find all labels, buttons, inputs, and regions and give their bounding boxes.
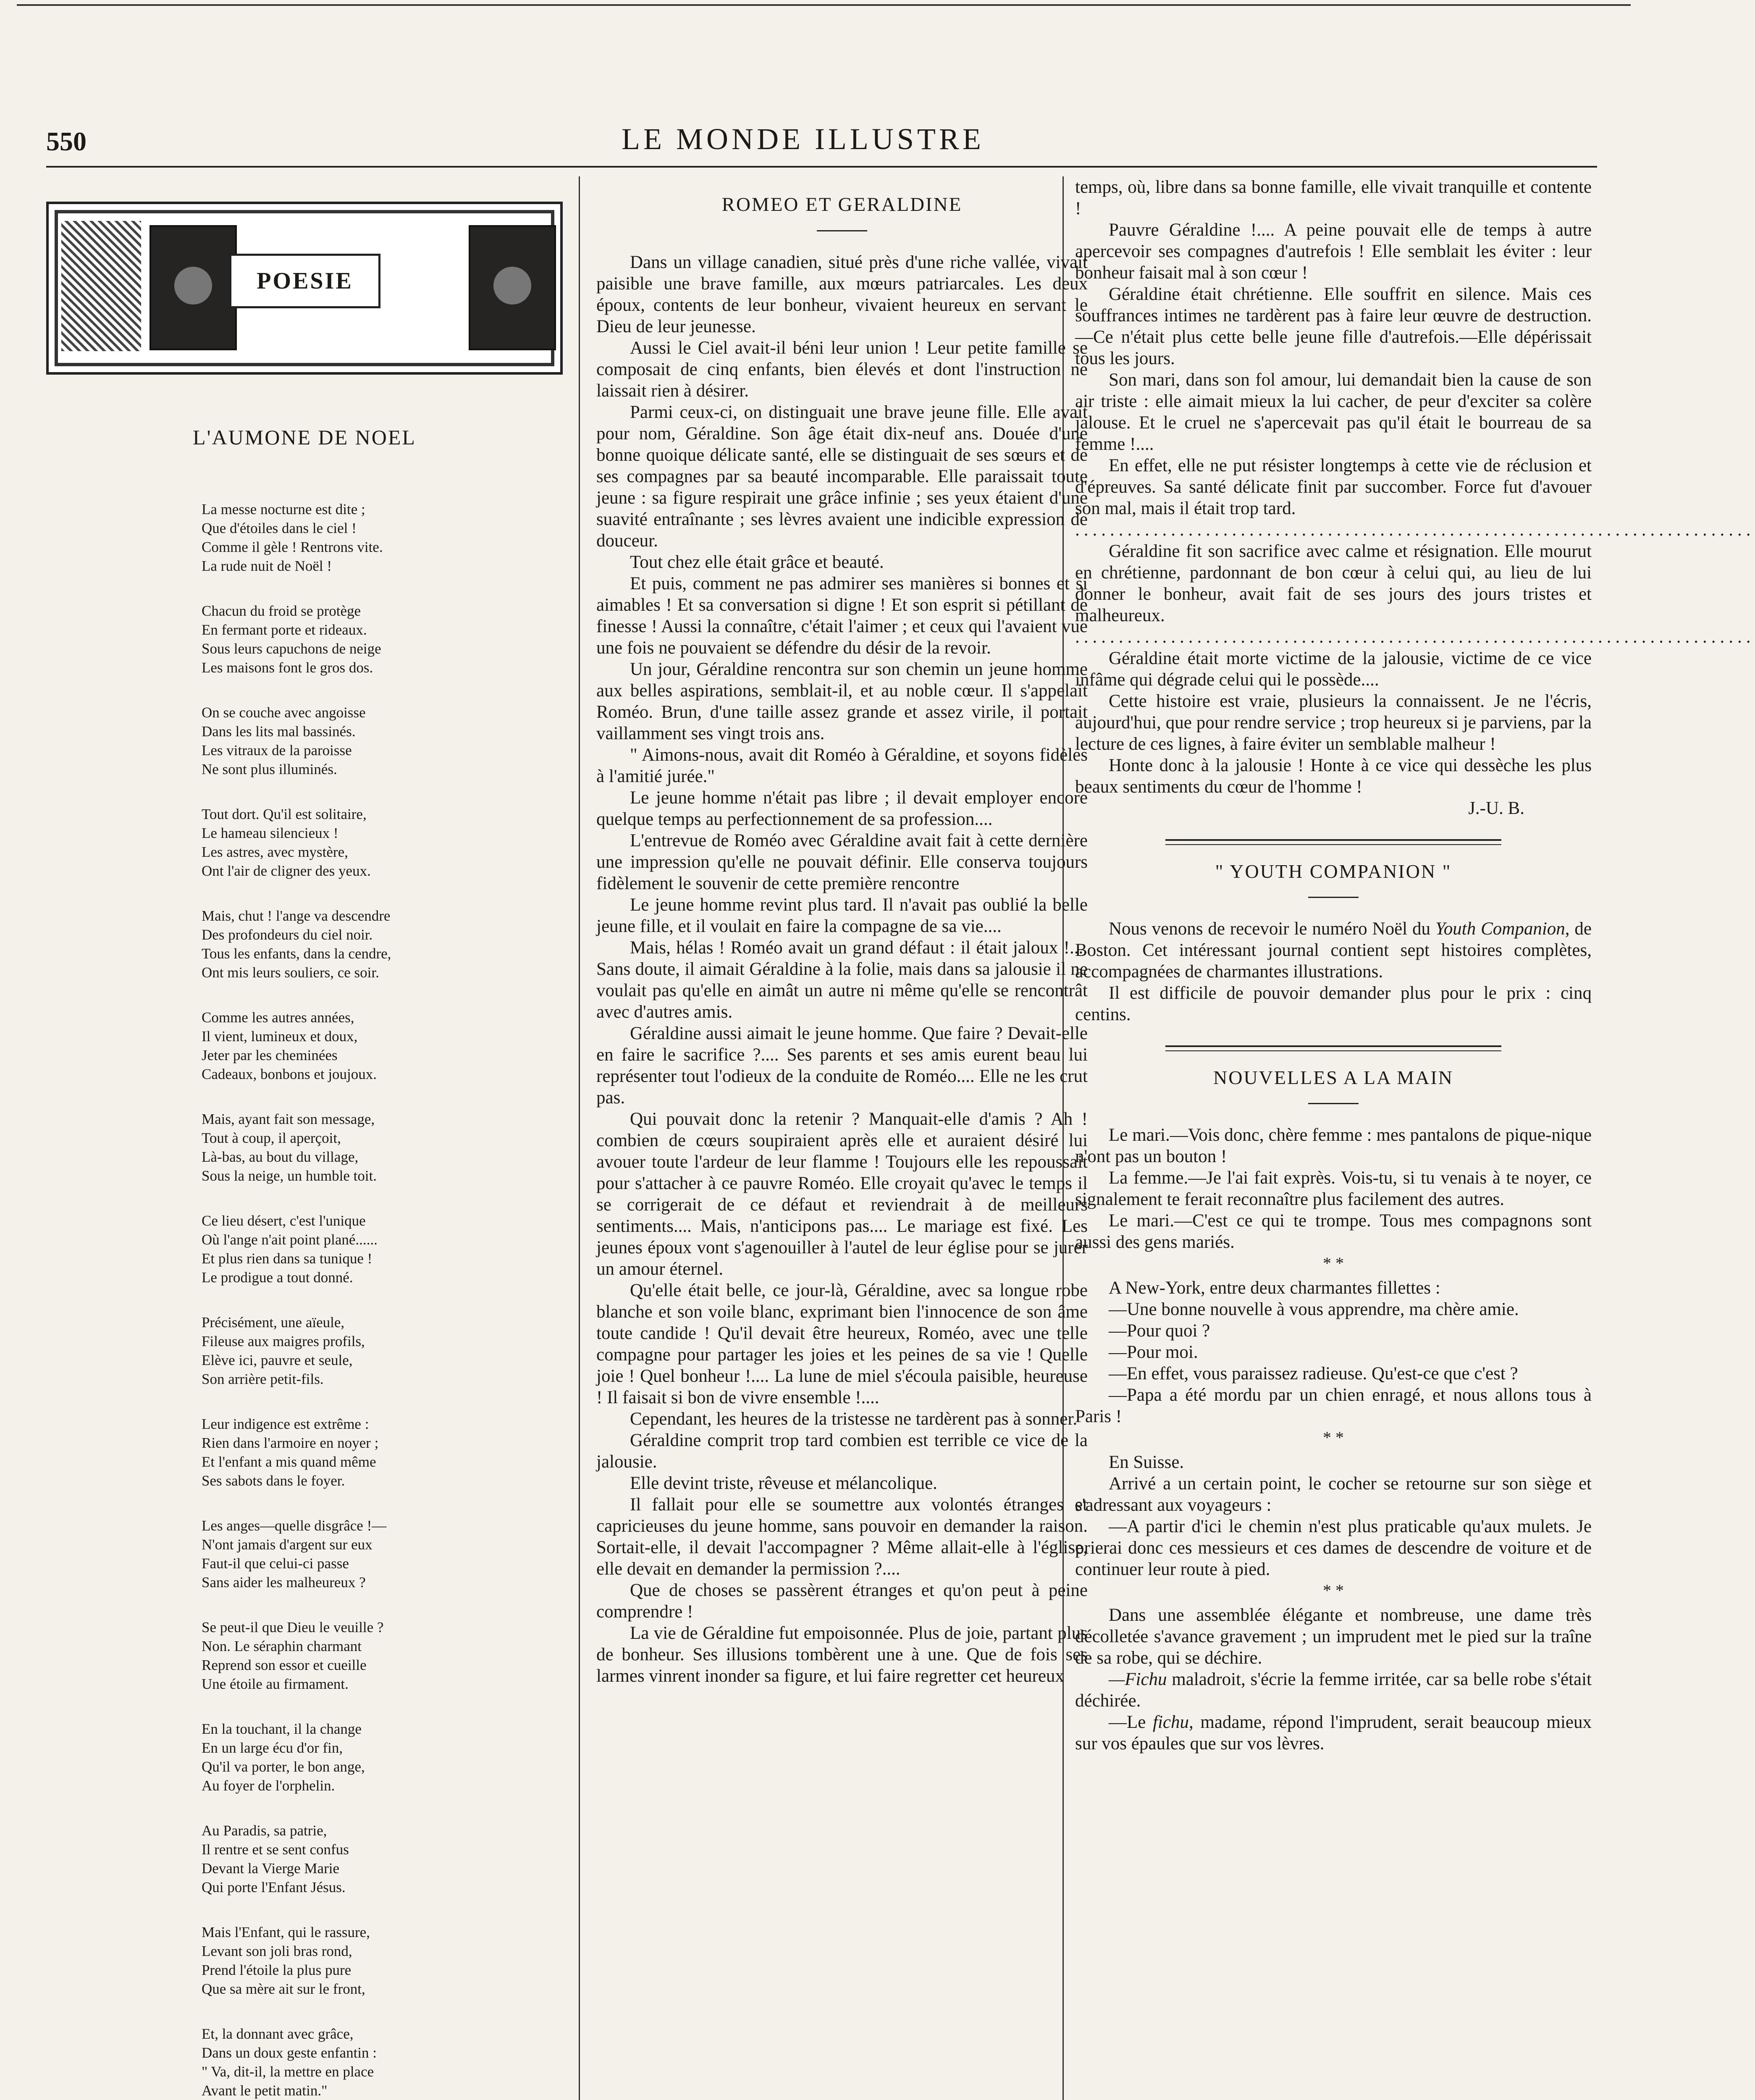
- nouvelle-line: Le mari.—C'est ce qui te trompe. Tous mes compagnons sont aussi des gens mariés.: [1075, 1211, 1592, 1252]
- nouvelle-line: A New-York, entre deux charmantes fillettes :: [1109, 1278, 1440, 1298]
- banner-vignette-right: [469, 225, 556, 350]
- article-paragraph: La vie de Géraldine fut empoisonnée. Plus de joie, partant plus de bonheur. Ses illusions tombèrent une à une. Que de fois ses larmes vinrent inonder sa figure, et lui faire regretter cet heureux: [596, 1623, 1088, 1686]
- poem-line: Dans les lits mal bassinés.: [202, 723, 356, 740]
- poem-line: Faut-il que celui-ci passe: [202, 1555, 349, 1572]
- nouvelle-line: —Pour moi.: [1109, 1342, 1198, 1362]
- page-number: 550: [46, 126, 87, 156]
- article-paragraph: Dans un village canadien, situé près d'une riche vallée, vivait paisible une brave famille, aux mœurs patriarcales. Les deux époux, contents de leur bonheur, vivaient heureux en servant le Dieu de leur jeunesse.: [596, 252, 1088, 336]
- asterism: * *: [1323, 1254, 1344, 1273]
- poem-line: Une étoile au firmament.: [202, 1676, 349, 1692]
- poem-line: On se couche avec angoisse: [202, 704, 366, 721]
- article-paragraph: Géraldine comprit trop tard combien est terrible ce vice de la jalousie.: [596, 1431, 1088, 1472]
- title-rule: [1308, 897, 1359, 898]
- poetry-column: [46, 176, 563, 2100]
- article-paragraph: Qu'elle était belle, ce jour-là, Géraldine, avec sa longue robe blanche et son voile blanc, exprimant bien l'innocence de son âme toute candide ! Qu'il devait être heureux, Roméo, avec une telle compagne pour partager les joies et les peines de sa vie ! Quelle joie ! Quel bonheur !.... La lune de miel s'écoula paisible, heureuse ! Il faisait si bon de vivre ensemble !....: [596, 1281, 1088, 1407]
- poem-line: En un large écu d'or fin,: [202, 1740, 343, 1756]
- poem-line: Devant la Vierge Marie: [202, 1860, 340, 1877]
- article-title: ROMEO ET GERALDINE: [721, 194, 963, 215]
- article-paragraph: Aussi le Ciel avait-il béni leur union ! Leur petite famille se composait de cinq enfants, bien élevés et dont l'instruction ne laissait rien à désirer.: [596, 338, 1088, 401]
- article-paragraph: Que de choses se passèrent étranges et qu'on peut à peine comprendre !: [596, 1580, 1088, 1622]
- poem-line: En la touchant, il la change: [202, 1721, 362, 1737]
- poem-line: Jeter par les cheminées: [202, 1047, 338, 1063]
- article-paragraph: Tout chez elle était grâce et beauté.: [630, 552, 884, 572]
- poem-line: " Va, dit-il, la mettre en place: [202, 2063, 374, 2080]
- poem-line: La rude nuit de Noël !: [202, 558, 332, 574]
- poem-line: Sous la neige, un humble toit.: [202, 1168, 377, 1184]
- article-paragraph: Cependant, les heures de la tristesse ne tardèrent pas à sonner.: [630, 1409, 1078, 1429]
- poem-line: Qu'il va porter, le bon ange,: [202, 1759, 365, 1775]
- article-body: [596, 252, 1088, 1687]
- nouvelle-line: La femme.—Je l'ai fait exprès. Vois-tu, si tu venais à te noyer, ce signalement te ferait reconnaître plus facilement des autres.: [1075, 1168, 1592, 1209]
- youth-paragraph: Nous venons de recevoir le numéro Noël du Youth Companion, de Boston. Cet intéressant journal contient sept histoires complètes, accompagnées de charmantes illustrations.: [1075, 919, 1592, 982]
- poem-line: Tout dort. Qu'il est solitaire,: [202, 806, 367, 822]
- poem-body: [46, 500, 563, 2100]
- poem-line: Que sa mère ait sur le front,: [202, 1981, 365, 1997]
- article-paragraph: Géraldine aussi aimait le jeune homme. Que faire ? Devait-elle en faire le sacrifice ?.... Ses parents et ses amis eurent beau lui représenter tout l'odieux de la conduite de Roméo.... Elle ne les crut pas.: [596, 1024, 1088, 1108]
- stanza: [202, 1923, 563, 1998]
- top-rule: [17, 4, 1631, 6]
- stanza: [202, 1313, 563, 1389]
- poem-line: Levant son joli bras rond,: [202, 1943, 352, 1959]
- banner-ornament: [61, 221, 141, 351]
- poem-line: Les vitraux de la paroisse: [202, 742, 352, 759]
- ellipsis-line: ..............................................................................: [1075, 627, 1755, 647]
- poem-line: Mais, ayant fait son message,: [202, 1111, 375, 1127]
- right-column: [1075, 176, 1755, 2100]
- article-paragraph: En effet, elle ne put résister longtemps à cette vie de réclusion et d'épreuves. Sa santé délicate finit par succomber. Force fut d'avouer son mal, mais il était trop tard.: [1075, 456, 1592, 518]
- article-paragraph: Elle devint triste, rêveuse et mélancolique.: [630, 1473, 937, 1493]
- article-continuation: temps, où, libre dans sa bonne famille, elle vivait tranquille et contente !: [1075, 177, 1592, 218]
- poem-line: Qui porte l'Enfant Jésus.: [202, 1879, 346, 1895]
- article-paragraph: Géraldine était morte victime de la jalousie, victime de ce vice infâme qui dégrade celui qui le possède....: [1075, 648, 1592, 690]
- poem-line: Leur indigence est extrême :: [202, 1416, 369, 1432]
- poem-line: Ont mis leurs souliers, ce soir.: [202, 964, 379, 981]
- poem-line: Les anges—quelle disgrâce !—: [202, 1517, 387, 1534]
- nouvelle-line: —A partir d'ici le chemin n'est plus praticable qu'aux mulets. Je prierai donc ces messieurs et ces dames de descendre de voiture et de continuer leur route à pied.: [1075, 1517, 1592, 1579]
- stanza: [202, 906, 563, 982]
- stanza: [202, 2024, 563, 2100]
- poem-line: Des profondeurs du ciel noir.: [202, 927, 373, 943]
- poem-line: Les astres, avec mystère,: [202, 844, 348, 860]
- poem-line: Et, la donnant avec grâce,: [202, 2026, 354, 2042]
- nouvelle-line: —Fichu maladroit, s'écrie la femme irritée, car sa belle robe s'était déchirée.: [1075, 1670, 1592, 1711]
- nouvelles-title: NOUVELLES A LA MAIN: [1213, 1067, 1453, 1088]
- stanza: [202, 1110, 563, 1185]
- poem-line: Mais l'Enfant, qui le rassure,: [202, 1924, 370, 1940]
- youth-paragraph: Il est difficile de pouvoir demander plus pour le prix : cinq centins.: [1075, 983, 1592, 1024]
- article-paragraph: Le jeune homme revint plus tard. Il n'avait pas oublié la belle jeune fille, et il voulait en faire la compagne de sa vie....: [596, 895, 1088, 936]
- section-rule: [1165, 1045, 1501, 1051]
- poem-line: Sous leurs capuchons de neige: [202, 640, 381, 657]
- poem-line: Il rentre et se sent confus: [202, 1841, 349, 1858]
- article-paragraph: Il fallait pour elle se soumettre aux volontés étranges et capricieuses du jeune homme, sans pouvoir en demander la raison. Sortait-elle, il devait l'accompagner ? Même allait-elle à l'église, elle devait en demander la permission ?....: [596, 1495, 1088, 1579]
- poem-line: Là-bas, au bout du village,: [202, 1149, 359, 1165]
- article-paragraph: Mais, hélas ! Roméo avait un grand défaut : il était jaloux !.... Sans doute, il aimait Géraldine à la folie, mais dans sa jalousie il ne voulait pas qu'elle en aimât un autre ni même qu'elle se rencontrât avec d'autres amis.: [596, 938, 1088, 1022]
- stanza: [202, 500, 563, 575]
- youth-companion-title: " YOUTH COMPANION ": [1215, 861, 1452, 882]
- poem-line: Où l'ange n'ait point plané......: [202, 1231, 378, 1248]
- article-paragraph: Honte donc à la jalousie ! Honte à ce vice qui dessèche les plus beaux sentiments du cœur de l'homme !: [1075, 756, 1592, 797]
- poem-line: Ce lieu désert, c'est l'unique: [202, 1213, 366, 1229]
- title-rule: [1308, 1103, 1359, 1104]
- article-paragraph: Parmi ceux-ci, on distinguait une brave jeune fille. Elle avait pour nom, Géraldine. Son âge était dix-neuf ans. Douée d'une bonne quoique délicate santé, elle se distinguait de ses sœurs et de ses compagnes par sa beauté incomparable. Elle paraissait toute jeune : sa figure respirait une grâce infinie ; ses yeux étaient d'une suavité entraînante ; ses lèvres avaient une indicible expression de douceur.: [596, 402, 1088, 551]
- ellipsis-line: ..............................................................................: [1075, 520, 1755, 540]
- article-paragraph: Qui pouvait donc la retenir ? Manquait-elle d'amis ? Ah ! combien de cœurs soupiraient après elle et auraient désiré lui avouer toute l'ardeur de leur flamme ! Toujours elle les repoussait pour s'attacher à ce pauvre Roméo. Elle croyait qu'avec le temps il se corrigerait de ce défaut et reviendrait à de meilleurs sentiments.... Mais, n'anticipons pas.... Le mariage est fixé. Les jeunes époux vont s'agenouiller à l'autel de leur église pour se jurer un amour éternel.: [596, 1109, 1088, 1279]
- poem-line: Avant le petit matin.": [202, 2082, 328, 2099]
- poem-line: Précisément, une aïeule,: [202, 1314, 345, 1331]
- article-paragraph: L'entrevue de Roméo avec Géraldine avait fait à cette dernière une impression qu'elle ne pouvait définir. Elle conserva toujours fidèlement le souvenir de cette première rencontre: [596, 831, 1088, 893]
- stanza: [202, 703, 563, 779]
- nouvelle-line: —Pour quoi ?: [1109, 1321, 1210, 1341]
- poem-line: Comme les autres années,: [202, 1009, 354, 1026]
- poem-line: Dans un doux geste enfantin :: [202, 2045, 377, 2061]
- stanza: [202, 1008, 563, 1084]
- nouvelle-line: Arrivé a un certain point, le cocher se retourne sur son siège et s'adressant aux voyageurs :: [1075, 1474, 1592, 1515]
- poem-line: Son arrière petit-fils.: [202, 1371, 324, 1387]
- article-paragraph: Le jeune homme n'était pas libre ; il devait employer encore quelque temps au perfectionnement de sa profession....: [596, 788, 1088, 829]
- article-paragraph: " Aimons-nous, avait dit Roméo à Géraldine, et soyons fidèles à l'amitié jurée.": [596, 745, 1088, 786]
- poem-line: La messe nocturne est dite ;: [202, 501, 365, 517]
- poem-line: Tout à coup, il aperçoit,: [202, 1130, 341, 1146]
- article-paragraph: Son mari, dans son fol amour, lui demandait bien la cause de son air triste : elle aimait mieux la lui cacher, de peur d'exciter sa colère jalouse. Et le cruel ne s'apercevait pas qu'il était le bourreau de sa femme !....: [1075, 370, 1592, 454]
- nouvelle-line: —Papa a été mordu par un chien enragé, et nous allons tous à Paris !: [1075, 1385, 1592, 1426]
- banner-label: POESIE: [229, 254, 380, 308]
- poem-line: Non. Le séraphin charmant: [202, 1638, 362, 1654]
- romeo-column: [596, 176, 1088, 2100]
- poem-line: N'ont jamais d'argent sur eux: [202, 1536, 373, 1553]
- article-signature: J.-U. B.: [1468, 798, 1524, 818]
- poem-line: Au foyer de l'orphelin.: [202, 1777, 335, 1794]
- poem-line: Prend l'étoile la plus pure: [202, 1962, 352, 1978]
- article-paragraph: Et puis, comment ne pas admirer ses manières si bonnes et si aimables ! Et sa conversation si digne ! Et son esprit si pétillant de finesse ! Aussi la connaître, c'était l'aimer ; et ceux qui l'avaient vue une fois ne pouvaient se défendre du désir de la revoir.: [596, 574, 1088, 658]
- stanza: [202, 1516, 563, 1592]
- poem-line: Cadeaux, bonbons et joujoux.: [202, 1066, 377, 1082]
- column-divider: [579, 176, 580, 2100]
- nouvelle-line: Dans une assemblée élégante et nombreuse, une dame très décolletée s'avance gravement ; un imprudent met le pied sur la traîne de sa robe, qui se déchire.: [1075, 1605, 1592, 1668]
- poem-line: Tous les enfants, dans la cendre,: [202, 945, 391, 962]
- poem-line: Que d'étoiles dans le ciel !: [202, 520, 357, 536]
- stanza: [202, 601, 563, 677]
- poem-line: Comme il gèle ! Rentrons vite.: [202, 539, 383, 555]
- nouvelle-line: En Suisse.: [1109, 1452, 1184, 1472]
- article-paragraph: Un jour, Géraldine rencontra sur son chemin un jeune homme aux belles aspirations, semblait-il, et au noble cœur. Il s'appelait Roméo. Brun, d'une taille assez grande et assez virile, il portait vaillamment ses vingt trois ans.: [596, 659, 1088, 743]
- asterism: * *: [1323, 1581, 1344, 1600]
- poem-line: Chacun du froid se protège: [202, 603, 361, 619]
- poem-line: Ses sabots dans le foyer.: [202, 1473, 345, 1489]
- title-rule: [817, 230, 867, 231]
- poem-line: Ont l'air de cligner des yeux.: [202, 863, 371, 879]
- stanza: [202, 1618, 563, 1693]
- poem-line: Les maisons font le gros dos.: [202, 659, 373, 676]
- nouvelle-line: —Une bonne nouvelle à vous apprendre, ma chère amie.: [1109, 1299, 1519, 1319]
- poesie-banner: [46, 202, 563, 375]
- poem-line: Il vient, lumineux et doux,: [202, 1028, 358, 1045]
- header-rule: [46, 166, 1597, 168]
- poem-line: Le hameau silencieux !: [202, 825, 338, 841]
- poem-line: Rien dans l'armoire en noyer ;: [202, 1435, 379, 1451]
- poem-line: En fermant porte et rideaux.: [202, 622, 367, 638]
- poem-line: Sans aider les malheureux ?: [202, 1574, 366, 1591]
- poem-line: Et plus rien dans sa tunique !: [202, 1250, 373, 1267]
- poem-line: Fileuse aux maigres profils,: [202, 1333, 365, 1349]
- poem-line: Le prodigue a tout donné.: [202, 1269, 353, 1286]
- article-paragraph: Géraldine était chrétienne. Elle souffrit en silence. Mais ces souffrances intimes ne tardèrent pas à faire leur œuvre de destruction.—Ce n'était plus cette belle jeune fille d'autrefois.—Elle dépérissait tous les jours.: [1075, 284, 1592, 368]
- masthead: LE MONDE ILLUSTRE: [622, 122, 984, 156]
- poem-line: Et l'enfant a mis quand même: [202, 1454, 376, 1470]
- poem-line: Elève ici, pauvre et seule,: [202, 1352, 353, 1368]
- stanza: [202, 1821, 563, 1897]
- stanza: [202, 1211, 563, 1287]
- stanza: [202, 805, 563, 880]
- poem-line: Se peut-il que Dieu le veuille ?: [202, 1619, 384, 1635]
- article-paragraph: Pauvre Géraldine !.... A peine pouvait elle de temps à autre apercevoir ses compagnes d'autrefois ! Elle semblait les éviter : leur bonheur faisait mal à son cœur !: [1075, 220, 1592, 283]
- asterism: * *: [1323, 1428, 1344, 1447]
- stanza: [202, 1415, 563, 1490]
- poem-line: Au Paradis, sa patrie,: [202, 1822, 327, 1839]
- banner-vignette-left: [150, 225, 237, 350]
- nouvelle-line: —En effet, vous paraissez radieuse. Qu'est-ce que c'est ?: [1109, 1364, 1518, 1383]
- stanza: [202, 1719, 563, 1795]
- article-paragraph: Cette histoire est vraie, plusieurs la connaissent. Je ne l'écris, aujourd'hui, que pour rendre service ; trop heureux si je parviens, par la lecture de ces lignes, à faire éviter un semblable malheur !: [1075, 691, 1592, 754]
- section-rule: [1165, 839, 1501, 845]
- poem-line: Mais, chut ! l'ange va descendre: [202, 908, 391, 924]
- article-paragraph: Géraldine fit son sacrifice avec calme et résignation. Elle mourut en chrétienne, pardonnant de bon cœur à celui qui, au lieu de lui donner le bonheur, avait fait de ses jours des jours tristes et malheureux.: [1075, 541, 1592, 625]
- poem-line: Ne sont plus illuminés.: [202, 761, 337, 777]
- poem-title: L'AUMONE DE NOEL: [193, 425, 416, 449]
- nouvelle-line: —Le fichu, madame, répond l'imprudent, serait beaucoup mieux sur vos épaules que sur vos lèvres.: [1075, 1712, 1592, 1754]
- nouvelle-line: Le mari.—Vois donc, chère femme : mes pantalons de pique-nique n'ont pas un bouton !: [1075, 1125, 1592, 1166]
- poem-line: Reprend son essor et cueille: [202, 1657, 367, 1673]
